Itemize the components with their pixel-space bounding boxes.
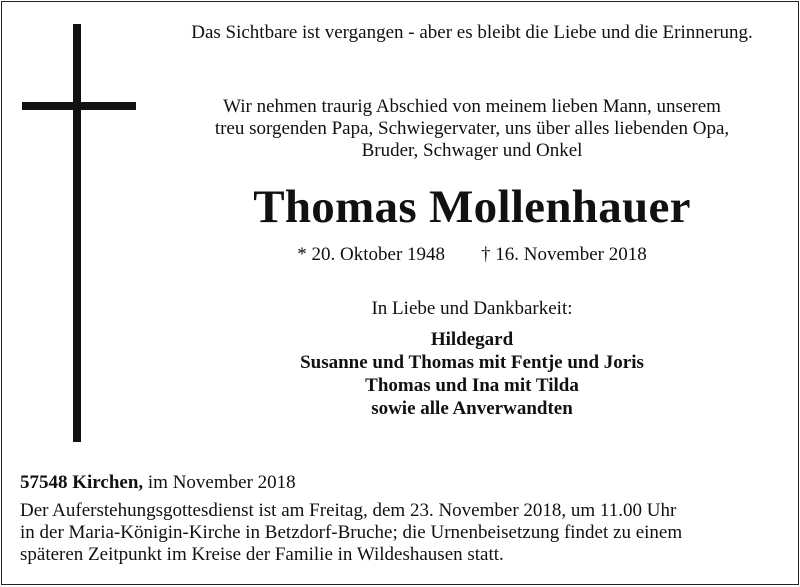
intro-line: treu sorgenden Papa, Schwiegervater, uns über alles liebenden Opa, bbox=[214, 118, 730, 139]
mourners-list bbox=[142, 328, 800, 420]
mourner-line: Susanne und Thomas mit Fentje und Joris bbox=[300, 352, 644, 373]
life-dates bbox=[142, 244, 800, 266]
intro-text bbox=[142, 96, 800, 162]
service-info bbox=[20, 500, 790, 566]
place-name: 57548 Kirchen, bbox=[20, 472, 144, 493]
death-date: † 16. November 2018 bbox=[481, 244, 647, 265]
mourner-line: sowie alle Anverwandten bbox=[371, 398, 573, 419]
motto-text: Das Sichtbare ist vergangen - aber es bleibt die Liebe und die Erinnerung. bbox=[191, 22, 753, 43]
obituary-notice bbox=[1, 1, 799, 585]
cross-icon-horizontal bbox=[22, 102, 136, 110]
service-line: späteren Zeitpunkt im Kreise der Familie in Wildeshausen statt. bbox=[20, 544, 504, 565]
place-date: im November 2018 bbox=[143, 472, 296, 493]
place-date-line bbox=[20, 472, 296, 494]
mourner-line: Hildegard bbox=[430, 329, 514, 350]
service-line: in der Maria-Königin-Kirche in Betzdorf-Bruche; die Urnenbeisetzung findet zu einem bbox=[20, 522, 683, 543]
birth-date: * 20. Oktober 1948 bbox=[297, 244, 446, 265]
cross-icon-vertical bbox=[73, 24, 81, 442]
deceased-name: Thomas Mollenhauer bbox=[253, 181, 691, 233]
thanks-line: In Liebe und Dankbarkeit: bbox=[371, 298, 573, 319]
mourner-line: Thomas und Ina mit Tilda bbox=[365, 375, 579, 396]
intro-line: Bruder, Schwager und Onkel bbox=[361, 140, 583, 161]
intro-line: Wir nehmen traurig Abschied von meinem lieben Mann, unserem bbox=[223, 96, 721, 117]
service-line: Der Auferstehungsgottesdienst ist am Freitag, dem 23. November 2018, um 11.00 Uhr bbox=[20, 500, 677, 521]
